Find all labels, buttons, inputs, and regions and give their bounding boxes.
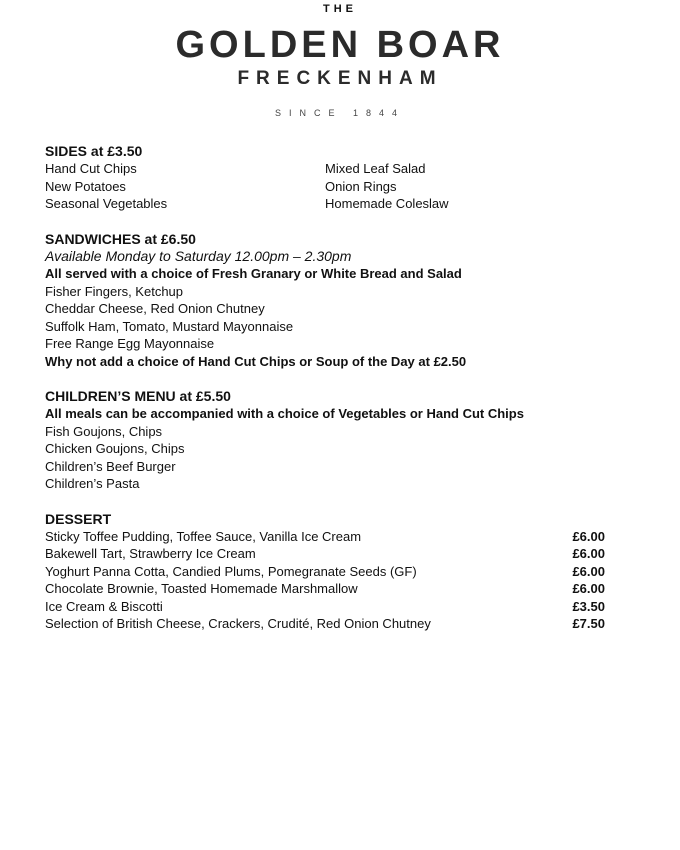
sides-columns: [45, 160, 605, 213]
sandwiches-upsell: Why not add a choice of Hand Cut Chips or Soup of the Day at £2.50: [45, 353, 467, 369]
dessert-name: Ice Cream & Biscotti: [45, 598, 163, 614]
list-item: Homemade Coleslaw: [325, 196, 449, 211]
list-item: Seasonal Vegetables: [45, 196, 168, 211]
dessert-row: [45, 615, 605, 633]
sides-right-column: [325, 160, 605, 213]
dessert-price: £6.00: [572, 546, 605, 561]
children-note: All meals can be accompanied with a choice of Vegetables or Hand Cut Chips: [45, 406, 524, 421]
logo-place: FRECKENHAM: [237, 68, 443, 89]
sandwiches-section: [45, 230, 605, 371]
children-section: [45, 387, 605, 493]
logo-name: GOLDEN BOAR: [175, 24, 505, 66]
sandwiches-availability: Available Monday to Saturday 12.00pm – 2.30pm: [45, 247, 352, 264]
dessert-row: [45, 545, 605, 563]
menu-content: [45, 142, 605, 650]
logo-since: SINCE 1844: [274, 108, 406, 118]
children-title: CHILDREN’S MENU at £5.50: [45, 388, 231, 404]
dessert-price: £6.00: [572, 528, 605, 544]
list-item: Children’s Beef Burger: [45, 458, 176, 474]
dessert-name: Yoghurt Panna Cotta, Candied Plums, Pomegranate Seeds (GF): [45, 563, 417, 579]
list-item: Free Range Egg Mayonnaise: [45, 336, 215, 351]
list-item: New Potatoes: [45, 178, 126, 194]
dessert-row: [45, 563, 605, 581]
dessert-section: [45, 510, 605, 633]
list-item: Fisher Fingers, Ketchup: [45, 283, 184, 299]
sides-section: [45, 142, 605, 213]
sandwiches-title: SANDWICHES at £6.50: [45, 230, 196, 247]
dessert-row: [45, 598, 605, 616]
dessert-row: [45, 528, 605, 546]
list-item: Fish Goujons, Chips: [45, 423, 163, 439]
list-item: Onion Rings: [325, 178, 397, 194]
dessert-name: Selection of British Cheese, Crackers, Crudité, Red Onion Chutney: [45, 616, 431, 631]
dessert-price: £3.50: [572, 598, 605, 614]
dessert-row: [45, 580, 605, 598]
list-item: Children’s Pasta: [45, 476, 140, 491]
dessert-price: £7.50: [572, 616, 605, 631]
dessert-price: £6.00: [572, 581, 605, 596]
sandwiches-served-with: All served with a choice of Fresh Granary or White Bread and Salad: [45, 266, 462, 281]
dessert-name: Bakewell Tart, Strawberry Ice Cream: [45, 546, 256, 561]
logo-the: THE: [323, 3, 357, 15]
list-item: Suffolk Ham, Tomato, Mustard Mayonnaise: [45, 318, 294, 334]
dessert-title: DESSERT: [45, 510, 112, 527]
dessert-price: £6.00: [572, 563, 605, 579]
list-item: Cheddar Cheese, Red Onion Chutney: [45, 301, 265, 316]
list-item: Mixed Leaf Salad: [325, 161, 426, 176]
dessert-name: Sticky Toffee Pudding, Toffee Sauce, Vanilla Ice Cream: [45, 528, 362, 544]
sides-title: SIDES at £3.50: [45, 143, 143, 159]
dessert-name: Chocolate Brownie, Toasted Homemade Marshmallow: [45, 581, 358, 596]
list-item: Hand Cut Chips: [45, 161, 137, 176]
sides-left-column: [45, 160, 325, 213]
list-item: Chicken Goujons, Chips: [45, 441, 185, 456]
